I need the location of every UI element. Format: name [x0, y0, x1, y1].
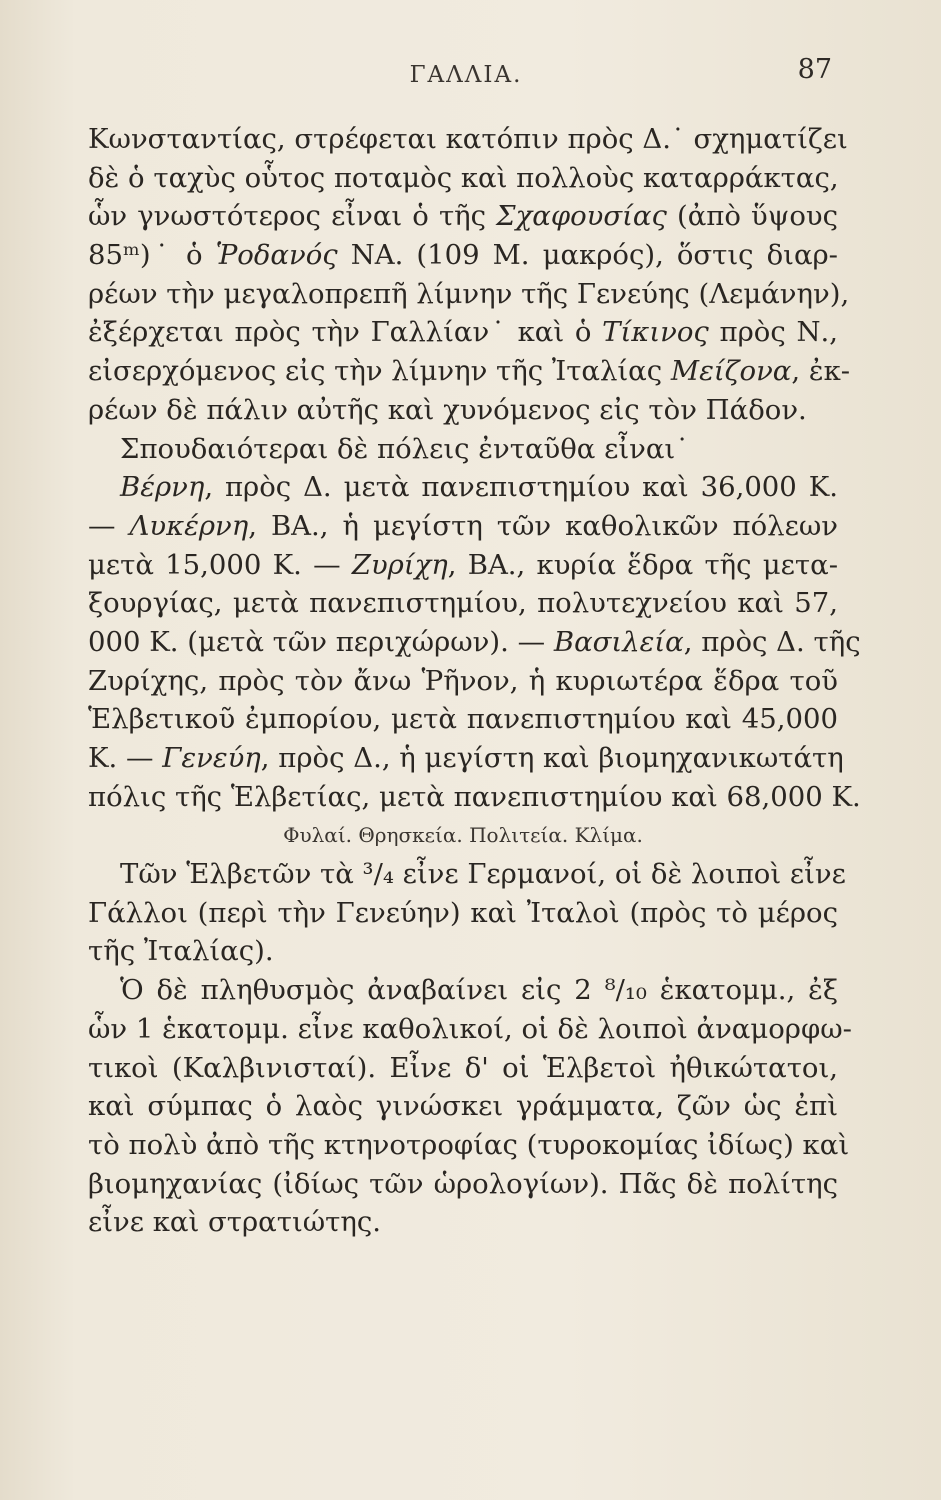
text-segment: ὧν 1 ἑκατομμ. εἶνε καθολικοί, οἱ δὲ λοιποὶ ἀναμορφω- [88, 1012, 852, 1045]
text-segment: καὶ σύμπας ὁ λαὸς γινώσκει γράμματα, ζῶν ὡς ἐπὶ [88, 1090, 838, 1123]
italic-term: Τίκινος [602, 316, 709, 349]
text-line [88, 700, 838, 739]
text-line [88, 197, 838, 236]
text-segment: 85ᵐ)˙ ὁ [88, 239, 216, 272]
text-line [88, 468, 838, 507]
text-segment: Ζυρίχης, πρὸς τὸν ἄνω Ῥῆνον, ἡ κυριωτέρα ἕδρα τοῦ [88, 664, 838, 697]
text-line [88, 932, 838, 971]
italic-term: Ῥοδανός [215, 239, 338, 272]
text-segment: , πρὸς Δ. μετὰ πανεπιστημίου καὶ 36,000 Κ. [204, 471, 838, 504]
text-segment: , ΒΑ., ἡ μεγίστη τῶν καθολικῶν πόλεων [248, 509, 838, 542]
text-line [88, 584, 838, 623]
text-segment: ρέων δὲ πάλιν αὐτῆς καὶ χυνόμενος εἰς τὸν Πάδον. [88, 393, 807, 426]
italic-term: Γενεύη [162, 742, 261, 774]
text-segment: τῆς Ἰταλίας). [88, 935, 274, 968]
text-segment: — [88, 509, 130, 542]
text-line [88, 662, 838, 701]
text-line [88, 507, 838, 546]
text-segment: ξουργίας, μετὰ πανεπιστημίου, πολυτεχνείου καὶ 57, [88, 587, 838, 620]
text-segment: Τῶν Ἑλβετῶν τὰ ³/₄ εἶνε Γερμανοί, οἱ δὲ λοιποὶ εἶνε [120, 858, 846, 891]
text-line [88, 855, 846, 894]
text-line [88, 236, 838, 275]
text-line [88, 391, 838, 430]
text-line [88, 1203, 838, 1242]
text-segment: εἰσερχόμενος εἰς τὴν λίμνην τῆς Ἰταλίας [88, 355, 671, 388]
text-line [88, 313, 838, 352]
text-segment: (ἀπὸ ὕψους [666, 200, 838, 233]
text-segment: , ΒΑ., κυρία ἕδρα τῆς μετα- [447, 548, 838, 581]
italic-term: Ζυρίχη [351, 548, 448, 581]
text-line [88, 352, 851, 391]
text-line [88, 778, 861, 817]
text-segment: ἐξέρχεται πρὸς τὴν Γαλλίαν˙ καὶ ὁ [88, 316, 603, 349]
text-line [88, 971, 838, 1010]
text-segment: Κωνσταντίας, στρέφεται κατόπιν πρὸς Δ.˙ σχηματίζει [88, 123, 848, 155]
italic-term: Σχαφουσίας [496, 200, 667, 233]
text-segment: , πρὸς Δ., ἡ μεγίστη καὶ βιομηχανικωτάτη [260, 742, 844, 774]
text-segment: μετὰ 15,000 Κ. — [88, 548, 352, 581]
text-segment: Σπουδαιότεραι δὲ πόλεις ἐνταῦθα εἶναι˙ [120, 432, 689, 465]
text-line [88, 623, 861, 662]
text-line [88, 1165, 838, 1204]
text-segment: 000 Κ. (μετὰ τῶν περιχώρων). — [88, 625, 554, 658]
text-segment: δὲ ὁ ταχὺς οὗτος ποταμὸς καὶ πολλοὺς καταρράκτας, [88, 161, 839, 194]
text-segment: Γάλλοι (περὶ τὴν Γενεύην) καὶ Ἰταλοὶ (πρὸς τὸ μέρος [88, 896, 838, 929]
text-segment: τὸ πολὺ ἀπὸ τῆς κτηνοτροφίας (τυροκομίας ἰδίως) καὶ [88, 1128, 850, 1161]
running-head: ΓΑΛΛΙΑ. [409, 62, 523, 88]
italic-term: Λυκέρνη [129, 509, 249, 542]
text-segment: πρὸς Ν., [708, 316, 838, 349]
text-segment: Κ. — [88, 742, 163, 774]
body-text [88, 120, 861, 1242]
italic-term: Βασιλεία [553, 625, 684, 658]
text-line [88, 894, 838, 933]
text-line [88, 1049, 838, 1088]
section-subheading: Φυλαί. Θρησκεία. Πολιτεία. Κλίμα. [283, 823, 643, 848]
text-line [88, 546, 838, 585]
text-segment: εἶνε καὶ στρατιώτης. [88, 1206, 381, 1239]
text-line [88, 1126, 850, 1165]
text-line [88, 120, 848, 159]
text-segment: βιομηχανίας (ἰδίως τῶν ὡρολογίων). Πᾶς δὲ πολίτης [88, 1167, 838, 1200]
text-segment: πόλις τῆς Ἑλβετίας, μετὰ πανεπιστημίου καὶ 68,000 Κ. [88, 780, 861, 813]
text-segment: ὧν γνωστότερος εἶναι ὁ τῆς [88, 200, 497, 233]
text-line [88, 1010, 852, 1049]
text-line [88, 739, 844, 778]
text-line [88, 275, 850, 314]
text-segment: , πρὸς Δ. τῆς [683, 625, 861, 658]
text-segment: , ἐκ- [791, 355, 851, 388]
text-segment: τικοὶ (Καλβινισταί). Εἶνε δ' οἱ Ἑλβετοὶ ἠθικώτατοι, [88, 1051, 838, 1084]
page-header [96, 52, 836, 92]
text-segment: ΝΑ. (109 Μ. μακρός), ὅστις διαρ- [337, 239, 838, 272]
text-segment: ρέων τὴν μεγαλοπρεπῆ λίμνην τῆς Γενεύης (Λεμάνην), [88, 277, 850, 310]
page-number: 87 [797, 54, 832, 85]
italic-term: Βέρνη [120, 471, 205, 504]
text-segment: Ἑλβετικοῦ ἐμπορίου, μετὰ πανεπιστημίου καὶ 45,000 [88, 703, 838, 736]
text-segment: Ὁ δὲ πληθυσμὸς ἀναβαίνει εἰς 2 ⁸/₁₀ ἑκατομμ., ἐξ [120, 974, 838, 1007]
text-line [88, 1087, 838, 1126]
italic-term: Μείζονα [670, 355, 792, 388]
text-line [88, 430, 838, 469]
text-line [88, 159, 838, 198]
